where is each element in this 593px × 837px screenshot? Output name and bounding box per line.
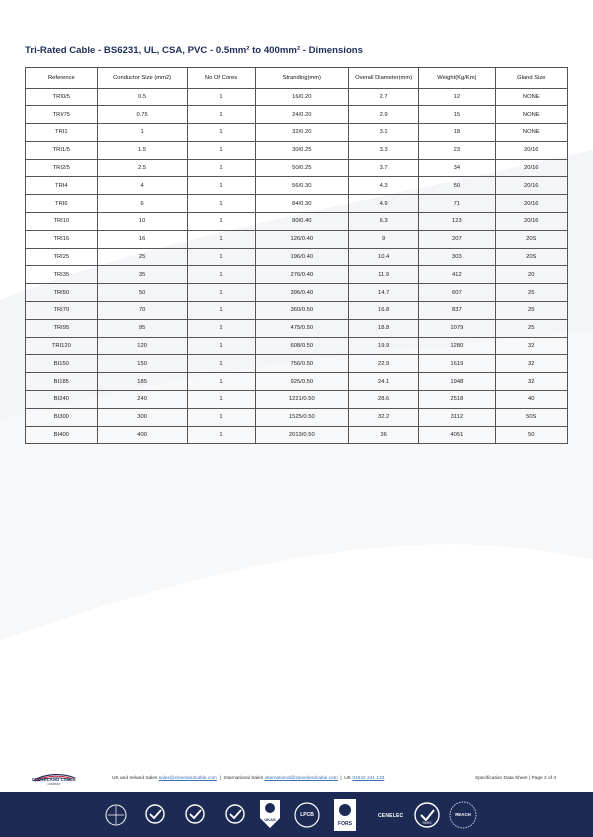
table-cell: 1948: [419, 373, 495, 391]
table-cell: 1: [97, 124, 187, 142]
table-cell: BI300: [26, 408, 98, 426]
table-cell: 2.9: [349, 106, 419, 124]
table-cell: 24/0.20: [255, 106, 349, 124]
table-cell: 32.2: [349, 408, 419, 426]
table-row: [26, 230, 568, 248]
table-cell: 50S: [495, 408, 567, 426]
table-cell: TRI35: [26, 266, 98, 284]
table-cell: 16/0.20: [255, 88, 349, 106]
reach-label: REACH: [455, 812, 471, 817]
table-cell: 1: [187, 337, 255, 355]
table-cell: 95: [97, 319, 187, 337]
table-cell: TRI1: [26, 124, 98, 142]
table-cell: TRI16: [26, 230, 98, 248]
separator: |: [219, 776, 221, 781]
table-cell: 10: [97, 213, 187, 231]
table-cell: 84/0.30: [255, 195, 349, 213]
table-cell: TRI50: [26, 284, 98, 302]
table-cell: 120: [97, 337, 187, 355]
table-cell: 3.3: [349, 141, 419, 159]
column-header: Weight(Kg/Km): [419, 68, 495, 89]
table-cell: TRI0/5: [26, 88, 98, 106]
table-cell: 16.8: [349, 302, 419, 320]
table-cell: 1: [187, 213, 255, 231]
table-cell: 32: [495, 337, 567, 355]
table-cell: NONE: [495, 106, 567, 124]
fors-badge-icon: [333, 798, 357, 832]
table-cell: 12: [419, 88, 495, 106]
table-row: [26, 355, 568, 373]
table-cell: 4.9: [349, 195, 419, 213]
table-cell: 10.4: [349, 248, 419, 266]
table-cell: 18: [419, 124, 495, 142]
separator: |: [340, 776, 342, 781]
column-header: No Of Cores: [187, 68, 255, 89]
table-cell: 50: [419, 177, 495, 195]
table-cell: 6: [97, 195, 187, 213]
column-header: Gland Size: [495, 68, 567, 89]
table-cell: TRI4: [26, 177, 98, 195]
page-info: Specification Data Sheet | Page 2 of 4: [475, 776, 556, 781]
lpcb-badge-icon: [294, 802, 320, 828]
table-row: [26, 106, 568, 124]
table-cell: 35: [97, 266, 187, 284]
table-cell: 20/16: [495, 195, 567, 213]
intl-sales-email-link[interactable]: international@clevelandcable.com: [264, 776, 338, 781]
table-cell: 1: [187, 177, 255, 195]
table-cell: 1: [187, 319, 255, 337]
table-row: [26, 248, 568, 266]
rohs-check-icon: [414, 802, 440, 828]
table-cell: 25: [495, 319, 567, 337]
table-cell: 1: [187, 408, 255, 426]
table-cell: 2.5: [97, 159, 187, 177]
table-cell: 1280: [419, 337, 495, 355]
table-cell: 400: [97, 426, 187, 444]
table-cell: 32: [495, 355, 567, 373]
table-cell: NONE: [495, 124, 567, 142]
table-cell: 1: [187, 141, 255, 159]
table-row: [26, 195, 568, 213]
rohs-label: RoHS: [422, 821, 432, 825]
table-cell: 1: [187, 266, 255, 284]
logo-sub: COMPANY: [47, 783, 61, 786]
table-cell: TRI10: [26, 213, 98, 231]
table-cell: 196/0.40: [255, 248, 349, 266]
table-cell: 20S: [495, 248, 567, 266]
table-cell: 1619: [419, 355, 495, 373]
table-row: [26, 373, 568, 391]
table-cell: 18.8: [349, 319, 419, 337]
table-cell: 276/0.40: [255, 266, 349, 284]
iso-check-icon: [142, 804, 168, 826]
table-cell: 15: [419, 106, 495, 124]
table-cell: 20/16: [495, 213, 567, 231]
table-row: [26, 88, 568, 106]
table-cell: TRI70: [26, 302, 98, 320]
table-cell: 9: [349, 230, 419, 248]
table-cell: 207: [419, 230, 495, 248]
iso-check-icon-3: [222, 804, 248, 826]
table-cell: 36: [349, 426, 419, 444]
table-cell: 607: [419, 284, 495, 302]
table-cell: 1: [187, 284, 255, 302]
table-cell: 28.6: [349, 391, 419, 409]
table-cell: TRI6: [26, 195, 98, 213]
table-cell: BI400: [26, 426, 98, 444]
globe-certificate-icon: [103, 804, 129, 826]
table-cell: 16: [97, 230, 187, 248]
table-cell: 240: [97, 391, 187, 409]
phone-label: UK: [344, 776, 351, 781]
table-cell: 2013/0.50: [255, 426, 349, 444]
table-cell: 70: [97, 302, 187, 320]
table-row: [26, 391, 568, 409]
table-row: [26, 141, 568, 159]
table-cell: 34: [419, 159, 495, 177]
footer: [25, 775, 568, 789]
table-cell: 1: [187, 302, 255, 320]
table-cell: 32: [495, 373, 567, 391]
table-cell: 1: [187, 248, 255, 266]
uk-sales-email-link[interactable]: sales@clevelandcable.com: [158, 776, 217, 781]
table-cell: 1: [187, 373, 255, 391]
table-cell: 25: [495, 284, 567, 302]
table-cell: 303: [419, 248, 495, 266]
table-cell: 1: [187, 426, 255, 444]
intl-sales-label: International Sales: [223, 776, 264, 781]
table-cell: 608/0.50: [255, 337, 349, 355]
lpcb-label: LPCB: [300, 812, 314, 818]
table-cell: 1: [187, 124, 255, 142]
table-row: [26, 337, 568, 355]
table-row: [26, 319, 568, 337]
table-cell: 11.9: [349, 266, 419, 284]
ukas-label: UKAS: [264, 817, 276, 822]
table-cell: 22.9: [349, 355, 419, 373]
table-cell: 1221/0.50: [255, 391, 349, 409]
table-cell: 50/0.25: [255, 159, 349, 177]
table-cell: 1: [187, 230, 255, 248]
table-cell: 2518: [419, 391, 495, 409]
reach-badge-icon: [449, 801, 477, 829]
table-cell: 50: [495, 426, 567, 444]
table-header-row: [26, 68, 568, 89]
table-body: [26, 88, 568, 444]
table-cell: 1: [187, 106, 255, 124]
dimensions-table: [25, 67, 568, 444]
table-cell: 925/0.50: [255, 373, 349, 391]
table-row: [26, 266, 568, 284]
table-cell: 150: [97, 355, 187, 373]
table-cell: TRI/75: [26, 106, 98, 124]
table-cell: 1: [187, 159, 255, 177]
column-header: Reference: [26, 68, 98, 89]
table-cell: 30/0.25: [255, 141, 349, 159]
table-row: [26, 302, 568, 320]
table-cell: 14.7: [349, 284, 419, 302]
table-cell: 123: [419, 213, 495, 231]
table-cell: 3.1: [349, 124, 419, 142]
table-cell: 4051: [419, 426, 495, 444]
table-cell: 25: [97, 248, 187, 266]
table-cell: 0.75: [97, 106, 187, 124]
cleveland-cable-logo: [25, 769, 83, 789]
table-row: [26, 408, 568, 426]
table-cell: 71: [419, 195, 495, 213]
table-cell: 360/0.50: [255, 302, 349, 320]
cenelec-logo: CENELEC: [378, 813, 404, 819]
table-cell: BI185: [26, 373, 98, 391]
table-cell: 25: [495, 302, 567, 320]
uk-sales-label: UK and Ireland Sales: [112, 776, 158, 781]
table-cell: 1.5: [97, 141, 187, 159]
table-row: [26, 284, 568, 302]
table-cell: 1: [187, 195, 255, 213]
table-cell: 4.3: [349, 177, 419, 195]
fors-label: FORS: [338, 821, 352, 827]
table-cell: 126/0.40: [255, 230, 349, 248]
table-cell: TRI2/5: [26, 159, 98, 177]
table-row: [26, 213, 568, 231]
table-cell: 56/0.30: [255, 177, 349, 195]
table-cell: 40: [495, 391, 567, 409]
table-cell: 32/0.20: [255, 124, 349, 142]
table-cell: 837: [419, 302, 495, 320]
table-cell: 1: [187, 355, 255, 373]
table-cell: TRI120: [26, 337, 98, 355]
table-row: [26, 159, 568, 177]
column-header: Conductor Size (mm2): [97, 68, 187, 89]
table-cell: 20/16: [495, 159, 567, 177]
table-cell: 4: [97, 177, 187, 195]
iso-check-icon-2: [182, 804, 208, 826]
page-title: Tri-Rated Cable - BS6231, UL, CSA, PVC - 0.5mm² to 400mm² - Dimensions: [25, 45, 363, 56]
column-header: Stranding(mm): [255, 68, 349, 89]
table-cell: 23: [419, 141, 495, 159]
accreditation-bar: [0, 792, 593, 837]
table-cell: 300: [97, 408, 187, 426]
contact-line: [112, 776, 384, 781]
table-cell: BI150: [26, 355, 98, 373]
table-row: [26, 177, 568, 195]
table-cell: 24.1: [349, 373, 419, 391]
logo-name: CLEVELAND CABLE: [31, 777, 77, 782]
table-cell: 756/0.50: [255, 355, 349, 373]
table-cell: TRI1/5: [26, 141, 98, 159]
ukas-badge-icon: [258, 798, 282, 830]
table-cell: 20/16: [495, 141, 567, 159]
column-header: Overall Diameter(mm): [349, 68, 419, 89]
table-cell: TRI25: [26, 248, 98, 266]
table-row: [26, 124, 568, 142]
table-cell: NONE: [495, 88, 567, 106]
table-cell: 50: [97, 284, 187, 302]
table-cell: 20/16: [495, 177, 567, 195]
table-cell: 80/0.40: [255, 213, 349, 231]
table-cell: 3.7: [349, 159, 419, 177]
table-cell: BI240: [26, 391, 98, 409]
table-cell: 1525/0.50: [255, 408, 349, 426]
table-row: [26, 426, 568, 444]
table-cell: 1079: [419, 319, 495, 337]
table-cell: 396/0.40: [255, 284, 349, 302]
table-cell: 1: [187, 88, 255, 106]
table-cell: 2.7: [349, 88, 419, 106]
table-cell: 19.9: [349, 337, 419, 355]
table-cell: 3112: [419, 408, 495, 426]
table-cell: TRI95: [26, 319, 98, 337]
table-cell: 1: [187, 391, 255, 409]
table-cell: 0.5: [97, 88, 187, 106]
table-cell: 185: [97, 373, 187, 391]
table-cell: 475/0.50: [255, 319, 349, 337]
table-cell: 20: [495, 266, 567, 284]
phone-link[interactable]: 01642 241 133: [352, 776, 385, 781]
table-cell: 20S: [495, 230, 567, 248]
table-cell: 6.3: [349, 213, 419, 231]
table-cell: 412: [419, 266, 495, 284]
